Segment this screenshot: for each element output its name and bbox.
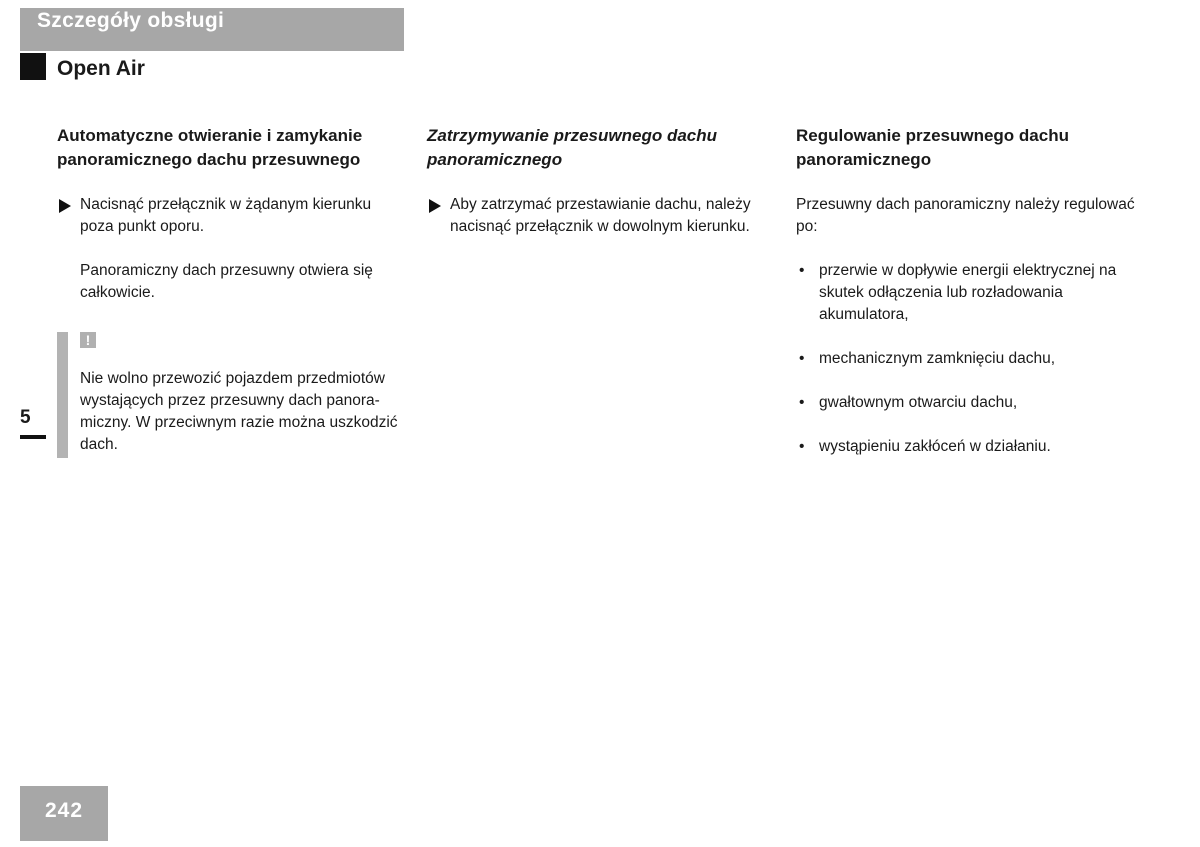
bullet-icon: • xyxy=(799,438,805,455)
section-title: Open Air xyxy=(57,57,145,80)
bullet-icon: • xyxy=(799,350,805,367)
list-item xyxy=(796,260,1156,326)
warning-text: Nie wolno przewozić pojazdem przedmiotów wystających przez przesuwny dach panora-miczny. W przeciwnym razie można uszkodzić dach. xyxy=(80,370,398,453)
list-item xyxy=(796,392,1156,414)
step-stop-roof xyxy=(427,194,777,238)
step-text: Aby zatrzymać przestawianie dachu, należy nacisnąć przełącznik w dowolnym kierunku. xyxy=(450,196,751,235)
list-item xyxy=(796,348,1156,370)
warning-note xyxy=(57,332,407,458)
list-item xyxy=(796,436,1156,458)
bullet-icon: • xyxy=(799,262,805,279)
step-text: Nacisnąć przełącznik w żądanym kierunku poza punkt oporu. xyxy=(80,196,372,235)
column-stop-roof xyxy=(427,124,777,238)
column-adjust-roof xyxy=(796,124,1156,458)
column1-heading: Automatyczne otwieranie i zamykanie panoramicznego dachu przesuwnego xyxy=(57,126,363,169)
list-item-text: wystąpieniu zakłóceń w działaniu. xyxy=(819,438,1051,455)
page-number: 242 xyxy=(44,799,84,822)
list-item-text: przerwie w dopływie energii elektrycznej na skutek odłączenia lub rozładowania akumulatora, xyxy=(819,262,1117,323)
intro-text: Przesuwny dach panoramiczny należy regulować po: xyxy=(796,196,1135,235)
column2-heading: Zatrzymywanie przesuwnego dachu panoramicznego xyxy=(427,126,718,169)
step-arrow-icon xyxy=(59,199,71,213)
result-text: Panoramiczny dach przesuwny otwiera się całkowicie. xyxy=(80,262,373,301)
chapter-title: Szczegóły obsługi xyxy=(37,9,225,32)
section-marker xyxy=(20,53,46,80)
step-arrow-icon xyxy=(429,199,441,213)
list-item-text: gwałtownym otwarciu dachu, xyxy=(819,394,1018,411)
warning-icon: ! xyxy=(80,332,96,348)
column-automatic-open-close xyxy=(57,124,407,304)
warning-bar xyxy=(57,332,68,458)
step-press-switch xyxy=(57,194,407,238)
column3-heading: Regulowanie przesuwnego dachu panoramicznego xyxy=(796,126,1069,169)
bullet-icon: • xyxy=(799,394,805,411)
list-item-text: mechanicznym zamknięciu dachu, xyxy=(819,350,1056,367)
chapter-thumb-tab: 5 xyxy=(20,405,46,439)
